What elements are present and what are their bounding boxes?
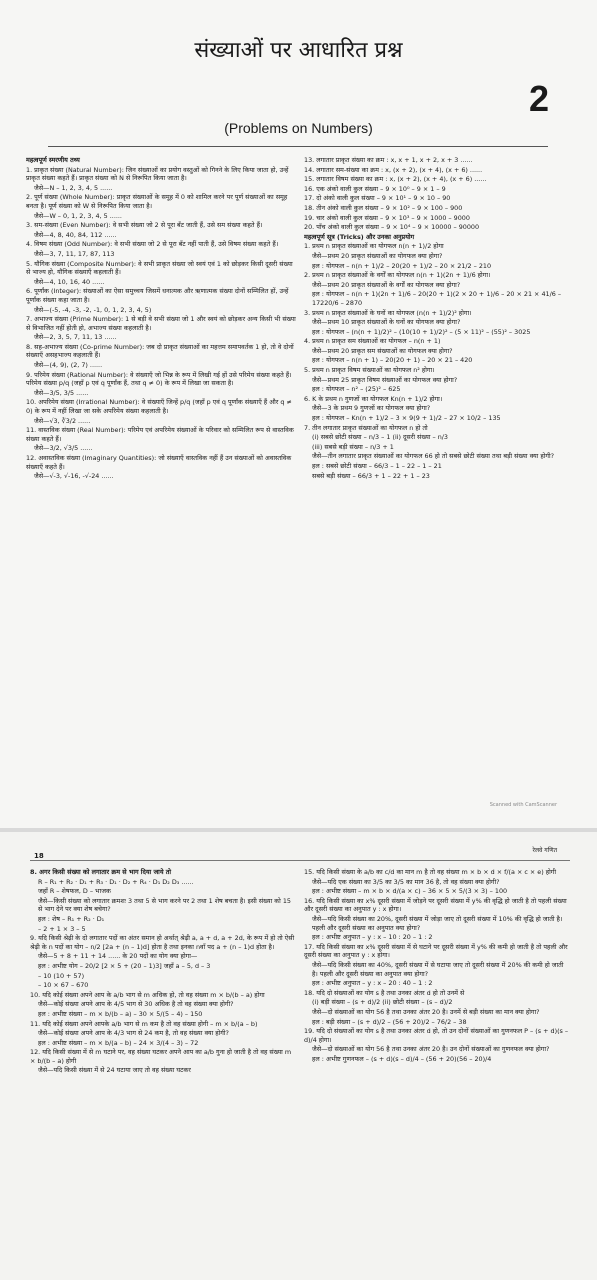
text-line: जैसे—किसी संख्या को लगातार क्रमशः 3 तथा 5 से भाग करने पर 2 तथा 1 शेष बचता है। इसी संख्या को 15 से भाग देने पर क्या शेष बचेगा? [38,896,291,914]
running-head: रेलवे गणित [532,847,557,854]
text-line: हल : अभीष्ट अनुपात – y : x – 20 : 40 – 1 : 2 [312,979,433,988]
chapter-title-hindi: संख्याओं पर आधारित प्रश्न [194,38,403,63]
text-line: 9. परिमेय संख्या (Rational Number): वे संख्याएँ जो भिन्न के रूप में लिखी गई हों उसे परिमेय संख्या कहते हैं। परिमेय संख्या p/q (जहाँ p एवं q पूर्णांक हैं, तथा q ≠ 0) के रूप में लिखा जा सकता है। [26,370,292,388]
text-line: हल : योगफल – n(n + 1)/2 – 20(20 + 1)/2 – 20 × 21/2 – 210 [312,261,492,270]
text-line: हल : अभीष्ट योग – 20/2 [2 × 5 + (20 – 1)3] जहाँ a – 5, d – 3 [38,961,211,970]
text-line: जैसे—दो संख्याओं का योग 56 है तथा उनका अंतर 20 है। उनमें से बड़ी संख्या का मान क्या होगा? [312,1007,540,1016]
text-line: 2. प्रथम n प्राकृत संख्याओं के वर्गों का योगफल n(n + 1)(2n + 1)/6 होगा। [304,271,491,280]
text-line: 10. यदि कोई संख्या अपने आप के a/b भाग से m अधिक हो, तो वह संख्या m × b/(b – a) होगा [30,990,265,999]
text-line: 7. तीन लगातार प्राकृत संख्याओं का योगफल n हो तो [304,423,428,432]
text-line: 17. यदि किसी संख्या का x% दूसरी संख्या में से घटाने पर दूसरी संख्या में y% की कमी हो जाती है तो पहली और दूसरी संख्या का अनुपात y : x होगा। [304,942,568,960]
text-line: जैसे—प्रथम 20 प्राकृत संख्याओं का योगफल क्या होगा? [312,251,443,260]
scanner-watermark: Scanned with CamScanner [489,802,557,808]
text-line: 9. यदि किसी श्रेढ़ी के दो लगातार पदों का अंतर समान हो अर्थात् श्रेढ़ी a, a + d, a + 2d, के रूप में हो तो ऐसी श्रेढ़ी के n पदों का योग – n/2 [2a + (n – 1)d] होता है तथा इनका nवाँ पद a + (n – 1)d होता है। [30,934,295,951]
text-line: हल : योगफल – n(n + 1)(2n + 1)/6 – 20(20 + 1)(2 × 20 + 1)/6 – 20 × 21 × 41/6 – 17220/6 – 2870 [312,290,562,307]
page-number: 18 [34,852,44,860]
text-line: 19. यदि दो संख्याओं का योग s है तथा उनका अंतर d हो, तो उन दोनों संख्याओं का गुणनफल P – (s + d)(s – d)/4 होगा। [304,1027,569,1044]
text-line: 8. सह-अभाज्य संख्या (Co-prime Number): जब दो प्राकृत संख्याओं का महत्तम समापवर्तक 1 हो, तो वे दोनों संख्याएँ असहभाज्य कहलाती हैं। [26,342,294,360]
text-line: 15. लगातार विषम संख्या का क्रम : x, (x + 2), (x + 4), (x + 6) ...... [304,175,487,184]
text-line: जैसे—कोई संख्या अपने आप के 4/5 भाग से 30 अधिक है तो वह संख्या क्या होगी? [38,1000,234,1009]
chapter-number: 2 [528,78,549,119]
text-line: 17. दो अंको वाली कुल संख्या – 9 × 10¹ – 9 × 10 – 90 [304,194,451,203]
text-line: 11. वास्तविक संख्या (Real Number): परिमेय एवं अपरिमेय संख्याओं के परिवार को सम्मिलित रूप से वास्तविक संख्या कहते हैं। [26,426,294,443]
page-one-right-column [304,156,574,796]
text-line: जैसे—4, 8, 40, 84, 112 ...... [34,230,117,239]
text-line: 20. पाँच अंको वाली कुल संख्या – 9 × 10⁴ – 9 × 10000 – 90000 [304,223,480,232]
text-line: हल : योगफल – Kn(n + 1)/2 – 3 × 9(9 + 1)/2 – 27 × 10/2 – 135 [312,414,501,423]
text-line: 5. यौगिक संख्या (Composite Number): वे सभी प्राकृत संख्या जो स्वयं एवं 1 को छोड़कर किसी दूसरी संख्या से भाज्य हो, यौगिक संख्याएँ कहलाती हैं। [26,259,293,277]
text-line: जैसे—कोई संख्या अपने आप के 4/3 भाग से 24 कम है, तो वह संख्या क्या होगी? [38,1029,229,1038]
text-line: जैसे—3 के प्रथम 9 गुणजों का योगफल क्या होगा? [312,404,431,413]
text-line: 1. प्रथम n प्राकृत संख्याओं का योगफल n(n + 1)/2 होगा [304,242,444,251]
text-line: (i) बड़ी संख्या – (s + d)/2 (ii) छोटी संख्या – (s – d)/2 [312,998,453,1007]
text-line: जैसे—5 + 8 + 11 + 14 ...... के 20 पदों का योग क्या होगा— [38,952,198,961]
text-line: हल : शेष – R₁ + R₂ · D₁ [38,914,105,923]
text-line: जैसे—प्रथम 25 प्राकृत विषम संख्याओं का योगफल क्या होगा? [312,375,458,384]
text-line: हल : सबसे छोटी संख्या – 66/3 – 1 – 22 – 1 – 21 [312,462,442,470]
text-line: 2. पूर्ण संख्या (Whole Number): प्राकृत संख्याओं के समूह में 0 को शामिल करने पर पूर्ण संख्याओं का समूह बनता है। पूर्ण संख्या को W से निरूपित किया जाता है। [26,193,288,210]
text-line: जैसे—4, 10, 16, 40 ...... [34,277,105,286]
text-line: 16. यदि किसी संख्या का x% दूसरी संख्या में जोड़ने पर दूसरी संख्या में y% की वृद्धि हो जाती है तो पहली संख्या और दूसरी संख्या का अनुपात y : x होगा। [304,896,567,914]
page-two-right-column [304,868,570,1276]
text-line: 8. अगर किसी संख्या को लगातार क्रम से भाग दिया जाये तो [30,868,172,876]
text-line: जैसे—√-3, √-16, -√-24 ...... [34,472,114,481]
text-line: हल : बड़ी संख्या – (s + d)/2 – (56 + 20)/2 – 76/2 – 38 [312,1017,467,1026]
text-line: – 10 × 67 – 670 [38,981,89,990]
text-line: 12. अवास्तविक संख्या (Imaginary Quantities): जो संख्याएँ वास्तविक नहीं हैं उन संख्याओं को अवास्तविक संख्याएँ कहते हैं। [26,454,292,471]
text-line: महत्वपूर्ण स्मरणीय तथ्य [26,156,80,164]
page-two [0,832,597,1280]
text-line: 15. यदि किसी संख्या के a/b का c/d का मान m है तो वह संख्या m × b × d × f/(a × c × e) होगी [304,868,557,876]
text-line: जैसे—यदि एक संख्या का 3/5 का 3/5 का मान 36 है, तो वह संख्या क्या होगी? [312,877,500,886]
text-line: हल : अभीष्ट अनुपात – y : x – 10 : 20 – 1 : 2 [312,933,433,942]
text-line: जैसे—यदि किसी संख्या में से 24 घटाया जाए तो वह संख्या घटकर [38,1066,191,1075]
text-line: हल : अभीष्ट संख्या – m × b/(b – a) – 30 × 5/(5 – 4) – 150 [38,1009,203,1018]
text-line: (i) सबसे छोटी संख्या – n/3 – 1 (ii) दूसरी संख्या – n/3 [312,433,448,442]
text-line: जैसे—(-5, -4, -3, -2, -1, 0, 1, 2, 3, 4, 5) [34,305,152,314]
text-line: हल : अभीष्ट गुणनफल – (s + d)(s – d)/4 – (56 + 20)(56 – 20)/4 [312,1054,492,1063]
text-line: 19. चार अंको वाली कुल संख्या – 9 × 10³ – 9 × 1000 – 9000 [304,213,470,222]
text-line: 11. यदि कोई संख्या अपने आपके a/b भाग से m कम है तो वह संख्या होगी – m × b/(a – b) [30,1019,258,1028]
text-line: (iii) सबसे बड़ी संख्या – n/3 + 1 [312,442,394,451]
chapter-title-english: (Problems on Numbers) [224,120,373,136]
text-line: 12. यदि किसी संख्या में से m घटाने पर, वह संख्या घटकर अपने आप का a/b गुना हो जाती है तो वह संख्या m × b/(b – a) होगी [30,1048,292,1065]
text-line: हल : अभीष्ट संख्या – m × b/(a – b) – 24 × 3/(4 – 3) – 72 [38,1038,199,1047]
text-line: महत्वपूर्ण सूत्र (Tricks) और उनका अनुप्रयोग [304,232,415,241]
text-line: जहाँ R – शेषफल, D – भाजक [38,887,111,896]
text-line: 4. विषम संख्या (Odd Number): वे सभी संख्या जो 2 से पूरा बँट नहीं पाती हैं, उसे विषम संख्या कहते हैं। [26,240,279,249]
text-line: R – R₁ + R₂ · D₁ + R₃ · D₁ · D₂ + R₄ · D₁ D₂ D₃ ...... [38,877,194,886]
text-line: – 10 (10 + 57) [38,971,85,980]
text-line: 1. प्राकृत संख्या (Natural Number): जिन संख्याओं का प्रयोग वस्तुओं को गिनने के लिए किया जाता हो, उन्हें प्राकृत संख्या कहते हैं। प्राकृत संख्या को N से निरूपित किया जाता है। [26,165,289,183]
text-line: 4. प्रथम n प्राकृत सम संख्याओं का योगफल – n(n + 1) [304,337,441,346]
text-line: जैसे—तीन लगातार प्राकृत संख्याओं का योगफल 66 हो तो सबसे छोटी संख्या तथा बड़ी संख्या क्या होगी? [312,452,555,461]
text-line: 7. अभाज्य संख्या (Prime Number): 1 से बड़ी वे सभी संख्या जो 1 और स्वयं को छोड़कर अन्य किसी भी संख्या से विभाजित नहीं होती हो, अभाज्य संख्या कहलाती है। [26,315,296,332]
text-line: 13. लगातार प्राकृत संख्या का क्रम : x, x + 1, x + 2, x + 3 ...... [304,156,473,164]
text-line: हल : योगफल – n(n + 1) – 20(20 + 1) – 20 × 21 – 420 [312,356,473,365]
text-line: जैसे—N – 1, 2, 3, 4, 5 ...... [34,183,113,192]
text-line: 6. K के प्रथम n गुणजों का योगफल Kn(n + 1)/2 होगा। [304,394,443,403]
text-line: जैसे—2, 3, 5, 7, 11, 13 ...... [34,333,117,342]
text-line: 3. प्रथम n प्राकृत संख्याओं के घनों का योगफल (n(n + 1)/2)² होगा। [304,308,472,317]
title-rule [48,146,548,147]
text-line: सबसे बड़ी संख्या – 66/3 + 1 – 22 + 1 – 23 [312,471,430,480]
text-line: जैसे—यदि किसी संख्या का 40%, दूसरी संख्या में से घटाया जाए तो दूसरी संख्या में 20% की कमी हो जाती है। पहली और दूसरी संख्या का अनुपात क्या होगा? [312,960,564,978]
text-line: 14. लगातार सम-संख्या का क्रम : x, (x + 2), (x + 4), (x + 6) ...... [304,165,483,174]
page-one-left-column [26,156,296,796]
text-line: – 2 + 1 × 3 – 5 [38,924,86,933]
text-line: हल : अभीष्ट संख्या – m × b × d/(a × c) – 36 × 5 × 5/(3 × 3) – 100 [312,887,508,896]
text-line: जैसे—दो संख्याओं का योग 56 है तथा उनका अंतर 20 है। उन दोनों संख्याओं का गुणनफल क्या होगा? [312,1045,550,1054]
text-line: जैसे—3/5, 3/5 ...... [34,388,89,397]
text-line: 5. प्रथम n प्राकृत विषम संख्याओं का योगफल n² होगा। [304,366,435,375]
text-line: हल : योगफल – n² – (25)² – 625 [312,385,401,394]
text-line: जैसे—3, 7, 11, 17, 87, 113 [34,249,115,258]
text-line: जैसे—यदि किसी संख्या का 20%, दूसरी संख्या में जोड़ा जाए तो दूसरी संख्या में 10% की वृद्धि हो जाती है। पहली और दूसरी संख्या का अनुपात क्या होगा? [312,914,563,932]
text-line: जैसे—W – 0, 1, 2, 3, 4, 5 ...... [34,211,122,220]
text-line: जैसे—3/2, √3/5 ...... [34,444,93,453]
page-two-left-column [30,868,296,1276]
text-line: जैसे—√3, ∛3/2 ...... [34,416,91,425]
text-line: 18. यदि दो संख्याओं का योग s है तथा उनका अंतर d हो तो उनमें से [304,988,465,997]
text-line: 3. सम-संख्या (Even Number): वे सभी संख्या जो 2 से पूरा बँट जाती हैं, उसे सम संख्या कहते हैं। [26,221,263,230]
text-line: 18. तीन अंको वाली कुल संख्या – 9 × 10² – 9 × 100 – 900 [304,203,463,212]
text-line: 16. एक अंको वाली कुल संख्या – 9 × 10⁰ – 9 × 1 – 9 [304,184,446,193]
text-line: 6. पूर्णांक (Integer): संख्याओं का ऐसा समुच्चय जिसमें धनात्मक और ऋणात्मक संख्या दोनों सम्मिलित हों, उन्हें पूर्णांक संख्या कहा जाता है। [26,287,289,304]
text-line: जैसे—(4, 9), (2, 7) ...... [34,361,103,370]
header-rule [30,860,570,861]
text-line: 10. अपरिमेय संख्या (Irrational Number): वे संख्याएँ जिन्हें p/q (जहाँ p एवं q पूर्णांक संख्याएँ हैं और q ≠ 0) के रूप में नहीं लिखा जा सके अपरिमेय संख्या कहलाती है। [26,398,292,416]
text-line: जैसे—प्रथम 20 प्राकृत संख्याओं के वर्गों का योगफल क्या होगा? [312,280,461,289]
text-line: हल : योगफल – (n(n + 1)/2)² – (10(10 + 1)/2)² – (5 × 11)² – (55)² – 3025 [312,327,531,336]
text-line: जैसे—प्रथम 20 प्राकृत सम संख्याओं का योगफल क्या होगा? [312,346,453,355]
text-line: जैसे—प्रथम 10 प्राकृत संख्याओं के घनों का योगफल क्या होगा? [312,318,461,327]
